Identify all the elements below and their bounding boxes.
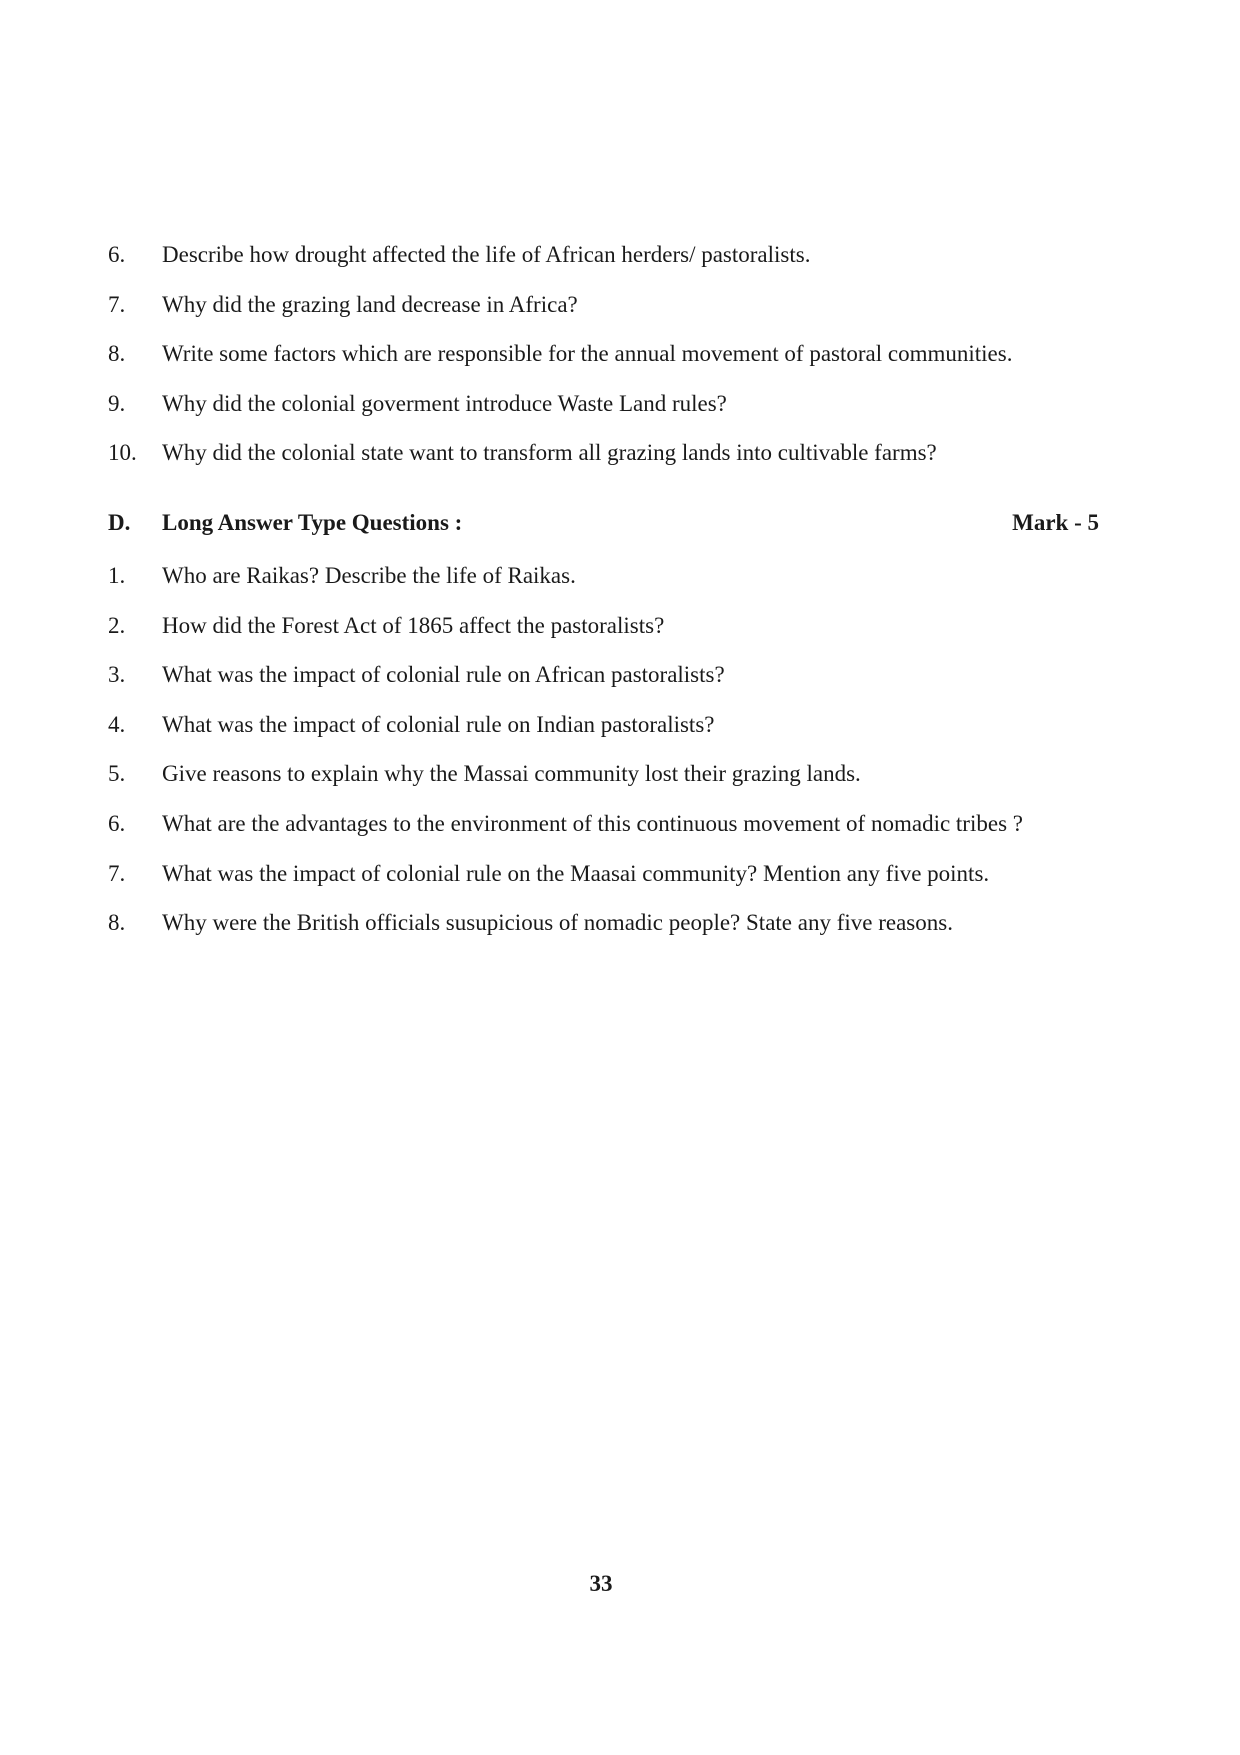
question-text: Describe how drought affected the life of African herders/ pastoralists.: [162, 242, 811, 267]
short-questions-list: [108, 241, 1108, 489]
question-number: 7.: [108, 860, 126, 886]
question-number: 4.: [108, 711, 126, 737]
question-item: [108, 661, 1108, 689]
question-text: Write some factors which are responsible for the annual movement of pastoral communities.: [162, 341, 1013, 366]
question-text: Give reasons to explain why the Massai community lost their grazing lands.: [162, 761, 861, 787]
question-number: 2.: [108, 612, 126, 638]
question-number: 8.: [108, 910, 126, 936]
question-number: 10.: [108, 440, 137, 465]
question-item: [108, 909, 1108, 937]
question-number: 3.: [108, 662, 126, 688]
question-number: 9.: [108, 390, 126, 416]
question-number: 7.: [108, 291, 126, 317]
question-item: [108, 241, 1108, 269]
question-text: What was the impact of colonial rule on Indian pastoralists?: [162, 711, 715, 737]
question-item: [108, 810, 1108, 838]
question-number: 1.: [108, 563, 126, 588]
question-item: [108, 711, 1108, 739]
question-item: [108, 390, 1108, 418]
question-text: Who are Raikas? Describe the life of Raikas.: [162, 563, 576, 588]
question-item: [108, 439, 1108, 467]
section-letter: D.: [108, 510, 131, 535]
question-item: [108, 760, 1108, 788]
page-number: 33: [589, 1571, 613, 1596]
question-text: What was the impact of colonial rule on African pastoralists?: [162, 662, 725, 688]
long-questions-list: [108, 562, 1108, 959]
question-text: What was the impact of colonial rule on the Maasai community? Mention any five points.: [162, 860, 990, 886]
section-title: Long Answer Type Questions :: [162, 510, 463, 535]
question-item: [108, 340, 1108, 368]
question-text: Why did the grazing land decrease in Africa?: [162, 291, 578, 317]
question-number: 8.: [108, 341, 126, 366]
question-number: 6.: [108, 810, 126, 836]
section-mark: Mark - 5: [1012, 510, 1099, 535]
question-item: [108, 860, 1108, 888]
section-heading: [108, 509, 1099, 537]
question-text: Why did the colonial goverment introduce Waste Land rules?: [162, 390, 727, 416]
question-text: Why did the colonial state want to transform all grazing lands into cultivable farms?: [162, 440, 937, 465]
question-number: 6.: [108, 242, 126, 267]
question-text: Why were the British officials susupicious of nomadic people? State any five reasons.: [162, 910, 953, 936]
question-number: 5.: [108, 761, 126, 787]
question-item: [108, 291, 1108, 319]
question-item: [108, 562, 1108, 590]
question-text: How did the Forest Act of 1865 affect the pastoralists?: [162, 612, 665, 638]
question-text: What are the advantages to the environment of this continuous movement of nomadic tribes ?: [162, 810, 1023, 836]
question-item: [108, 612, 1108, 640]
